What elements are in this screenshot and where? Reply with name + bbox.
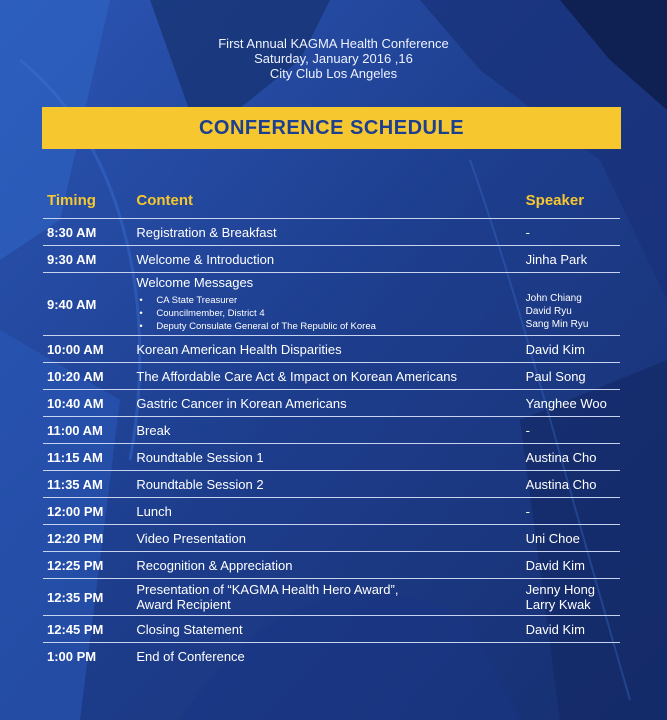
speaker-name: Larry Kwak (525, 597, 591, 612)
row-content: End of Conference (136, 648, 245, 664)
row-speaker: Yanghee Woo (525, 395, 607, 411)
row-time: 8:30 AM (47, 224, 97, 240)
row-content: Korean American Health Disparities (136, 341, 342, 357)
table-row (43, 643, 620, 669)
table-row (43, 363, 620, 390)
row-speakers (526, 278, 620, 331)
row-content: Recognition & Appreciation (136, 557, 293, 573)
row-time: 1:00 PM (47, 648, 97, 664)
row-content: Roundtable Session 2 (136, 476, 264, 492)
row-content: Registration & Breakfast (136, 224, 277, 240)
row-speaker: - (525, 503, 530, 519)
schedule-banner (42, 107, 621, 149)
list-item: • Deputy Consulate General of The Republic of Korea (136, 320, 525, 333)
event-title: First Annual KAGMA Health Conference (218, 36, 449, 51)
schedule-table (43, 182, 620, 669)
row-content-line: Presentation of “KAGMA Health Hero Award”, (136, 582, 399, 597)
schedule-title: CONFERENCE SCHEDULE (198, 116, 465, 139)
table-row (43, 273, 620, 336)
table-row (43, 498, 620, 525)
speaker-name: Sang Min Ryu (525, 318, 589, 330)
row-speaker: Austina Cho (525, 449, 597, 465)
row-content-title: Welcome Messages (136, 275, 254, 290)
list-item: • Councilmember, District 4 (136, 307, 525, 320)
row-content: Closing Statement (136, 621, 243, 637)
row-speaker: Paul Song (525, 368, 586, 384)
table-row (43, 390, 620, 417)
row-content-line: Award Recipient (136, 597, 231, 612)
row-content (136, 275, 525, 333)
speaker-name: Jenny Hong (525, 582, 596, 597)
welcome-messages-list (136, 294, 525, 333)
row-speaker: Uni Choe (525, 530, 580, 546)
row-time: 11:15 AM (47, 449, 103, 465)
row-content: Lunch (136, 503, 172, 519)
speaker-name: John Chiang (525, 292, 582, 304)
row-time: 10:20 AM (47, 368, 104, 384)
row-time: 12:20 PM (47, 530, 104, 546)
event-venue: City Club Los Angeles (269, 66, 398, 81)
row-time: 11:35 AM (47, 476, 103, 492)
row-time: 11:00 AM (47, 422, 103, 438)
event-date: Saturday, January 2016 ,16 (254, 51, 413, 66)
row-speakers (526, 582, 620, 612)
table-row (43, 417, 620, 444)
header-content: Content (136, 191, 194, 209)
table-row (43, 525, 620, 552)
row-speaker: David Kim (525, 557, 585, 573)
table-row (43, 552, 620, 579)
row-content: Welcome & Introduction (136, 251, 275, 267)
row-content (136, 582, 525, 612)
row-content: Break (136, 422, 171, 438)
table-row (43, 579, 620, 616)
row-time: 12:45 PM (47, 621, 104, 637)
table-row (43, 444, 620, 471)
table-row (43, 471, 620, 498)
header-timing: Timing (47, 191, 96, 209)
table-row (43, 336, 620, 363)
row-time: 12:35 PM (47, 589, 104, 605)
row-time: 10:40 AM (47, 395, 104, 411)
row-content: Roundtable Session 1 (136, 449, 264, 465)
table-row (43, 219, 620, 246)
row-speaker: David Kim (525, 341, 585, 357)
row-speaker: Jinha Park (525, 251, 588, 267)
row-time: 9:40 AM (47, 296, 97, 312)
row-content: Gastric Cancer in Korean Americans (136, 395, 347, 411)
speaker-name: David Ryu (525, 305, 572, 317)
table-header (43, 182, 620, 219)
row-time: 12:25 PM (47, 557, 104, 573)
row-time: 10:00 AM (47, 341, 104, 357)
table-row (43, 246, 620, 273)
row-speaker: David Kim (525, 621, 585, 637)
row-speaker: - (525, 224, 530, 240)
table-row (43, 616, 620, 643)
row-time: 12:00 PM (47, 503, 104, 519)
row-speaker: - (525, 422, 530, 438)
header-speaker: Speaker (525, 191, 585, 209)
list-item: • CA State Treasurer (136, 294, 525, 307)
row-content: The Affordable Care Act & Impact on Korean Americans (136, 368, 457, 384)
event-header (0, 36, 667, 81)
row-time: 9:30 AM (47, 251, 97, 267)
row-content: Video Presentation (136, 530, 246, 546)
row-speaker: Austina Cho (525, 476, 597, 492)
